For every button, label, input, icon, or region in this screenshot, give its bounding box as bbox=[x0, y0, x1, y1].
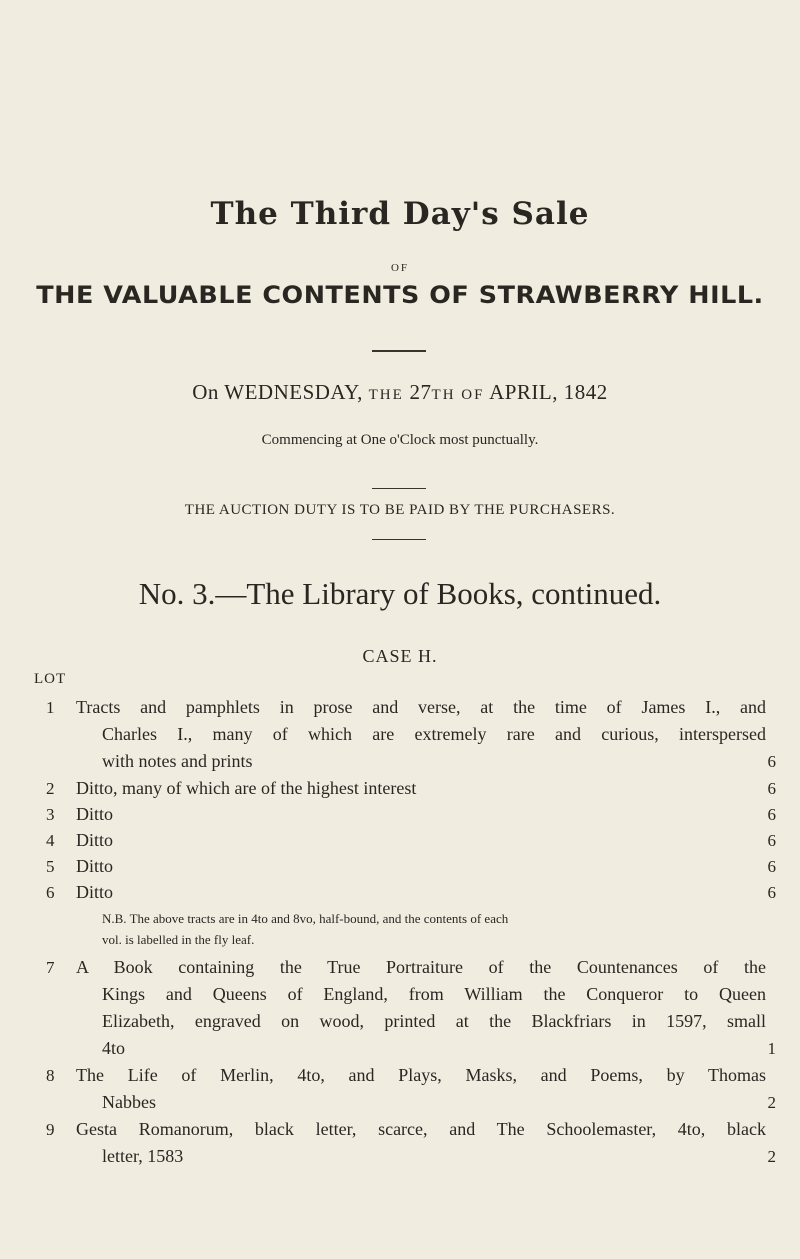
auction-duty-notice: THE AUCTION DUTY IS TO BE PAID BY THE PURCHASERS. bbox=[184, 502, 616, 518]
lot-description-line: The Life of Merlin, 4to, and Plays, Masks, and Poems, by Thomas bbox=[76, 1065, 766, 1085]
section-title: No. 3.—The Library of Books, continued. bbox=[138, 576, 662, 611]
lot-description-line: Elizabeth, engraved on wood, printed at the Blackfriars in 1597, small bbox=[102, 1011, 766, 1031]
sale-title: The Third Day's Sale bbox=[210, 196, 590, 232]
lot-number: 8 bbox=[46, 1066, 55, 1085]
case-heading: CASE H. bbox=[362, 646, 438, 666]
lot-number: 6 bbox=[46, 883, 55, 902]
lot-description-line: Ditto bbox=[76, 856, 114, 876]
lot-number: 1 bbox=[46, 698, 55, 717]
lot-description-line: 4to bbox=[102, 1038, 126, 1058]
lot-number: 7 bbox=[46, 958, 55, 977]
lot-description-line: Ditto bbox=[76, 804, 114, 824]
lot-quantity: 6 bbox=[767, 779, 776, 798]
lot-description-line: Ditto bbox=[76, 882, 114, 902]
commencing-line: Commencing at One o'Clock most punctually. bbox=[261, 432, 539, 448]
lot-quantity: 6 bbox=[767, 857, 776, 876]
lot-description-line: letter, 1583 bbox=[102, 1146, 184, 1166]
date-line: On WEDNESDAY, THE 27TH OF APRIL, 1842 bbox=[192, 380, 608, 404]
lot-description-line: Nabbes bbox=[102, 1092, 156, 1112]
lot-quantity: 6 bbox=[767, 805, 776, 824]
lot-number: 9 bbox=[46, 1120, 55, 1139]
lot-description-line: with notes and prints bbox=[102, 751, 253, 771]
lot-description-line: Ditto bbox=[76, 830, 114, 850]
lot-column-heading: LOT bbox=[34, 671, 67, 687]
lot-quantity: 6 bbox=[767, 831, 776, 850]
lot-description-line: Gesta Romanorum, black letter, scarce, and The Schoolemaster, 4to, black bbox=[76, 1119, 766, 1139]
title-connector: OF bbox=[390, 262, 410, 274]
lot-quantity: 2 bbox=[767, 1093, 776, 1112]
main-heading: THE VALUABLE CONTENTS OF STRAWBERRY HILL. bbox=[36, 281, 764, 309]
divider-rule bbox=[372, 488, 426, 489]
lot-description-line: A Book containing the True Portraiture of the Countenances of the bbox=[76, 957, 766, 977]
lot-number: 2 bbox=[46, 779, 55, 798]
lot-description-line: Kings and Queens of England, from William the Conqueror to Queen bbox=[102, 984, 766, 1004]
lot-description-line: Charles I., many of which are extremely rare and curious, interspersed bbox=[102, 724, 766, 744]
note-text: vol. is labelled in the fly leaf. bbox=[102, 932, 255, 947]
note-text: N.B. The above tracts are in 4to and 8vo, half-bound, and the contents of each bbox=[102, 911, 509, 926]
lot-quantity: 6 bbox=[767, 752, 776, 771]
lot-description-line: Tracts and pamphlets in prose and verse, at the time of James I., and bbox=[76, 697, 766, 717]
lot-quantity: 2 bbox=[767, 1147, 776, 1166]
lot-quantity: 1 bbox=[767, 1039, 776, 1058]
lot-number: 4 bbox=[46, 831, 55, 850]
lot-description-line: Ditto, many of which are of the highest interest bbox=[76, 778, 417, 798]
lot-quantity: 6 bbox=[767, 883, 776, 902]
divider-rule bbox=[372, 539, 426, 540]
lot-number: 3 bbox=[46, 805, 55, 824]
lot-number: 5 bbox=[46, 857, 55, 876]
divider-rule bbox=[372, 350, 426, 352]
